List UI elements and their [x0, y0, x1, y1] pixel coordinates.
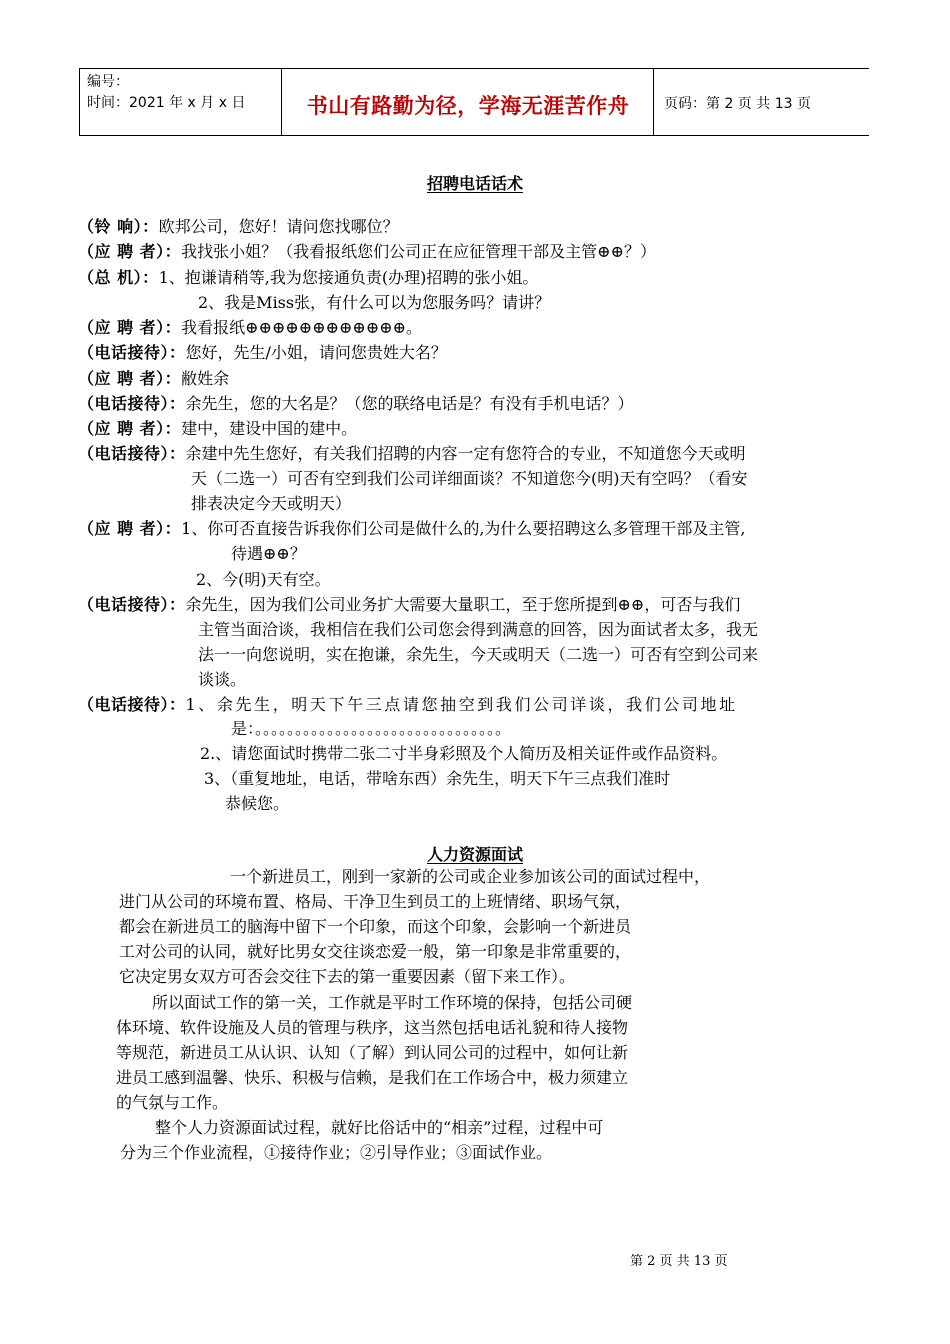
speaker-label: （电话接待）： — [78, 444, 186, 463]
dialogue-line — [198, 669, 246, 692]
section-title — [0, 842, 950, 865]
dialogue-text: 天（二选一）可否有空到我们公司详细面谈？不知道您今(明)天有空吗？（看安 — [191, 469, 748, 488]
speaker-label: （总 机）： — [78, 268, 159, 287]
header-bottom-rule — [79, 135, 869, 136]
body-line: 进门从公司的环境布置、格局、干净卫生到员工的上班情绪、职场气氛， — [119, 892, 632, 911]
dialogue-text: 排表决定今天或明天） — [191, 494, 352, 513]
page-header — [79, 68, 869, 136]
dialogue-text: 2、今(明)天有空。 — [196, 570, 331, 589]
dialogue-line — [198, 292, 550, 315]
speaker-label: （应 聘 者）： — [78, 242, 182, 261]
body-line: 进员工感到温馨、快乐、积极与信赖，是我们在工作场合中，极力须建立 — [116, 1068, 629, 1087]
body-line: 等规范，新进员工从认识、认知（了解）到认同公司的过程中，如何让新 — [116, 1043, 629, 1062]
dialogue-text: 谈谈。 — [198, 670, 247, 689]
dialogue-text: 敝姓余 — [181, 369, 230, 388]
dialogue-line — [191, 468, 748, 491]
header-divider — [281, 68, 282, 136]
body-line: 整个人力资源面试过程，就好比俗话中的“相亲”过程，过程中可 — [155, 1118, 604, 1137]
speaker-label: （电话接待）： — [78, 695, 186, 714]
dialogue-line — [191, 493, 351, 516]
dialogue-text: 待遇⊕⊕？ — [231, 544, 306, 563]
dialogue-line — [78, 443, 746, 466]
body-line: 工对公司的认同，就好比男女交往谈恋爱一般，第一印象是非常重要的， — [119, 942, 632, 961]
dialogue-text: 是：。。。。。。。。。。。。。。。。。。。。。。。。。。。。。。。 — [231, 719, 512, 738]
dialogue-text: 1、你可否直接告诉我你们公司是做什么的,为什么要招聘这么多管理干部及主管, — [181, 519, 746, 538]
dialogue-line — [78, 368, 229, 391]
dialogue-text: 您好，先生/小姐，请问您贵姓大名？ — [185, 343, 447, 362]
header-motto: 书山有路勤为径，学海无涯苦作舟 — [306, 94, 630, 118]
dialogue-text: 我看报纸⊕⊕⊕⊕⊕⊕⊕⊕⊕⊕⊕⊕。 — [181, 318, 423, 337]
dialogue-line — [78, 418, 357, 441]
dialogue-text: 余先生，因为我们公司业务扩大需要大量职工，至于您所提到⊕⊕，可否与我们 — [185, 595, 741, 614]
body-line: 体环境、软件设施及人员的管理与秩序，这当然包括电话礼貌和待人接物 — [116, 1018, 629, 1037]
dialogue-line — [78, 594, 740, 617]
dialogue-line — [196, 569, 331, 592]
dialogue-text: 欧邦公司，您好！请问您找哪位？ — [158, 217, 399, 236]
header-divider — [653, 68, 654, 136]
dialogue-text: 3、（重复地址，电话，带啥东西）余先生，明天下午三点我们准时 — [204, 769, 671, 788]
dialogue-text: 主管当面洽谈，我相信在我们公司您会得到满意的回答，因为面试者太多，我无 — [198, 620, 759, 639]
speaker-label: （应 聘 者）： — [78, 318, 182, 337]
speaker-label: （应 聘 者）： — [78, 419, 182, 438]
dialogue-line — [198, 644, 758, 667]
dialogue-line — [78, 518, 746, 541]
dialogue-text: 1、余先生，明天下午三点请您抽空到我们公司详谈，我们公司地址 — [185, 695, 738, 714]
dialogue-text: 我找张小姐？（我看报纸您们公司正在应征管理干部及主管⊕⊕？） — [181, 242, 656, 261]
dialogue-line — [78, 216, 399, 239]
section-title — [0, 171, 950, 194]
dialogue-line — [225, 793, 289, 816]
dialogue-text: 余建中先生您好，有关我们招聘的内容一定有您符合的专业，不知道您今天或明 — [185, 444, 746, 463]
section-title-text: 招聘电话话术 — [426, 174, 523, 193]
body-line: 所以面试工作的第一关，工作就是平时工作环境的保持，包括公司硬 — [152, 993, 633, 1012]
dialogue-text: 1、抱谦请稍等,我为您接通负责(办理)招聘的张小姐。 — [158, 268, 539, 287]
dialogue-text: 建中，建设中国的建中。 — [181, 419, 358, 438]
dialogue-line — [78, 317, 422, 340]
dialogue-text: 2.、请您面试时携带二张二寸半身彩照及个人简历及相关证件或作品资料。 — [200, 744, 728, 763]
page-footer: 第 2 页 共 13 页 — [630, 1254, 728, 1269]
dialogue-line — [78, 694, 738, 717]
header-page-info: 页码：第 2 页 共 13 页 — [664, 96, 811, 112]
body-line: 它决定男女双方可否会交往下去的第一重要因素（留下来工作）。 — [119, 967, 576, 986]
dialogue-line — [231, 718, 511, 741]
dialogue-line — [200, 743, 727, 766]
dialogue-text: 法一一向您说明，实在抱谦，余先生，今天或明天（二选一）可否有空到公司来 — [198, 645, 759, 664]
speaker-label: （铃 响）： — [78, 217, 159, 236]
header-top-rule — [79, 68, 869, 69]
speaker-label: （电话接待）： — [78, 394, 186, 413]
dialogue-line — [204, 768, 670, 791]
dialogue-line — [198, 619, 758, 642]
dialogue-line — [231, 543, 306, 566]
speaker-label: （应 聘 者）： — [78, 369, 182, 388]
dialogue-text: 余先生，您的大名是？（您的联络电话是？有没有手机电话？） — [185, 394, 634, 413]
dialogue-text: 2、我是Miss张，有什么可以为您服务吗？请讲？ — [198, 293, 551, 312]
speaker-label: （应 聘 者）： — [78, 519, 182, 538]
speaker-label: （电话接待）： — [78, 595, 186, 614]
document-time: 时间：2021 年 x 月 x 日 — [87, 95, 246, 111]
body-line: 分为三个作业流程，①接待作业；②引导作业；③面试作业。 — [120, 1143, 553, 1162]
dialogue-line — [78, 267, 538, 290]
section-title-text: 人力资源面试 — [426, 845, 523, 864]
body-line: 一个新进员工，刚到一家新的公司或企业参加该公司的面试过程中， — [230, 867, 711, 886]
document-number: 编号： — [87, 74, 129, 90]
dialogue-line — [78, 393, 634, 416]
body-line: 的气氛与工作。 — [116, 1093, 229, 1112]
body-line: 都会在新进员工的脑海中留下一个印象，而这个印象，会影响一个新进员 — [119, 917, 632, 936]
dialogue-line — [78, 241, 656, 264]
dialogue-text: 恭候您。 — [225, 794, 290, 813]
header-divider — [79, 68, 80, 136]
dialogue-line — [78, 342, 447, 365]
speaker-label: （电话接待）： — [78, 343, 186, 362]
header-meta — [87, 72, 245, 114]
